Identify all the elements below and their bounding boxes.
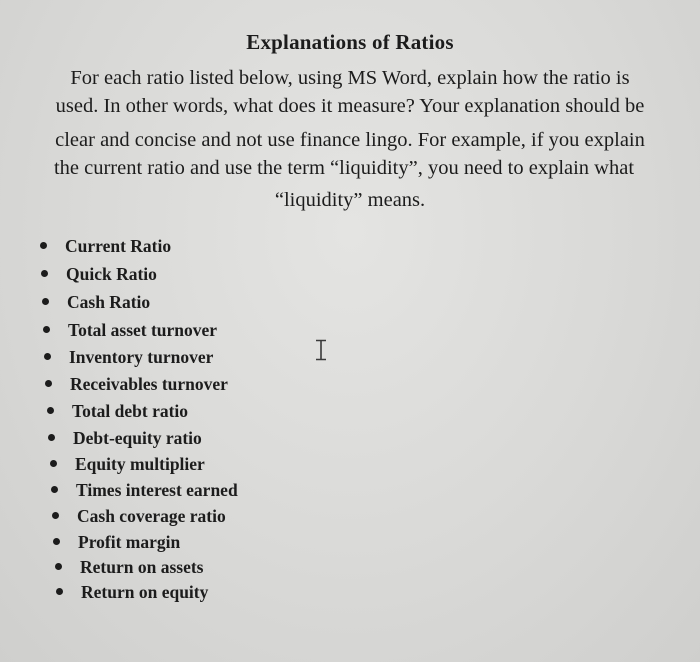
list-item bbox=[53, 531, 180, 553]
bullet-icon bbox=[41, 270, 48, 277]
document-title: Explanations of Ratios bbox=[246, 30, 454, 54]
list-item bbox=[40, 235, 171, 257]
list-item-label: Cash Ratio bbox=[67, 292, 151, 312]
list-item bbox=[45, 373, 228, 395]
bullet-icon bbox=[48, 434, 55, 441]
list-item-label: Profit margin bbox=[78, 532, 181, 552]
bullet-icon bbox=[56, 588, 63, 595]
list-item-label: Times interest earned bbox=[76, 480, 238, 500]
bullet-icon bbox=[52, 512, 59, 519]
list-item-label: Inventory turnover bbox=[69, 347, 214, 367]
bullet-icon bbox=[42, 298, 49, 305]
paragraph-line: the current ratio and use the term “liquidity”, you need to explain what bbox=[53, 157, 635, 179]
list-item bbox=[55, 556, 203, 578]
list-item-label: Cash coverage ratio bbox=[77, 506, 226, 526]
bullet-icon bbox=[43, 326, 50, 333]
list-item-label: Total asset turnover bbox=[68, 320, 218, 340]
list-item-label: Receivables turnover bbox=[70, 374, 228, 394]
bullet-icon bbox=[53, 538, 60, 545]
bullet-icon bbox=[51, 486, 58, 493]
list-item bbox=[47, 400, 188, 422]
list-item-label: Equity multiplier bbox=[75, 454, 205, 474]
bullet-icon bbox=[45, 380, 52, 387]
bullet-icon bbox=[40, 242, 47, 249]
bullet-icon bbox=[44, 353, 51, 360]
list-item bbox=[48, 427, 202, 449]
list-item-label: Return on equity bbox=[81, 582, 209, 602]
list-item bbox=[42, 291, 150, 313]
list-item-label: Current Ratio bbox=[65, 236, 172, 256]
bullet-icon bbox=[55, 563, 62, 570]
paragraph-line: clear and concise and not use finance lingo. For example, if you explain bbox=[55, 129, 645, 151]
list-item-label: Debt-equity ratio bbox=[73, 428, 202, 448]
list-item bbox=[50, 453, 205, 475]
list-item bbox=[56, 581, 208, 603]
list-item bbox=[44, 346, 213, 368]
text-cursor-icon bbox=[314, 339, 328, 361]
paragraph-line: “liquidity” means. bbox=[274, 189, 426, 211]
list-item bbox=[51, 479, 238, 501]
list-item-label: Return on assets bbox=[80, 557, 204, 577]
list-item bbox=[41, 263, 157, 285]
list-item-label: Quick Ratio bbox=[66, 264, 157, 284]
paragraph-line: For each ratio listed below, using MS Word, explain how the ratio is bbox=[70, 67, 630, 89]
list-item bbox=[43, 319, 217, 341]
bullet-icon bbox=[50, 460, 57, 467]
list-item bbox=[52, 505, 226, 527]
paragraph-line: used. In other words, what does it measure? Your explanation should be bbox=[55, 95, 645, 117]
list-item-label: Total debt ratio bbox=[72, 401, 189, 421]
bullet-icon bbox=[47, 407, 54, 414]
